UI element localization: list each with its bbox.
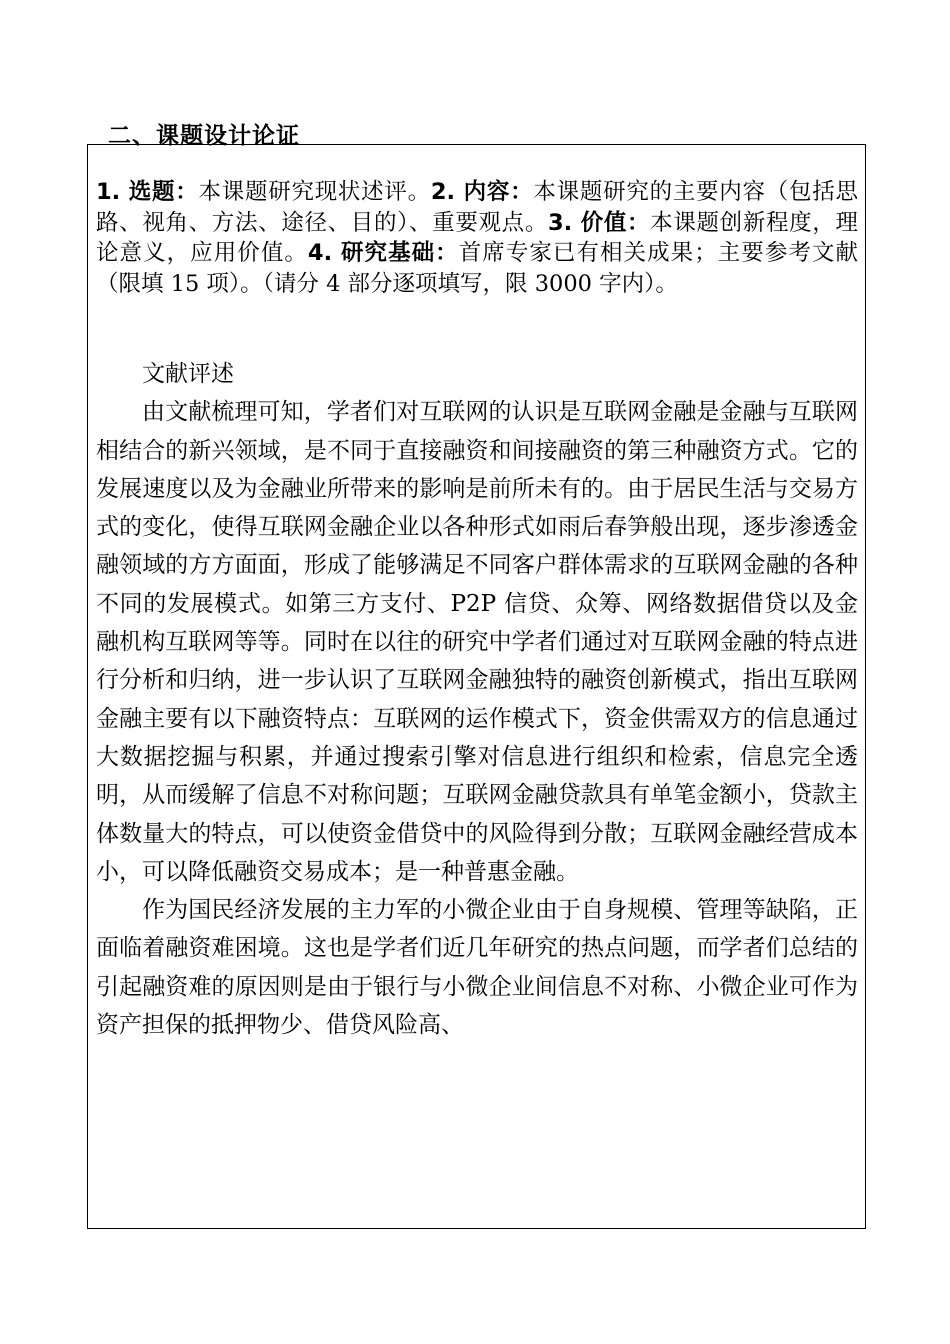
item1-label: 1. 选题：: [96, 179, 199, 205]
section-title: 二、课题设计论证: [108, 123, 300, 149]
item4-label: 4. 研究基础：: [307, 240, 459, 266]
literature-review-heading: 文献评述: [142, 361, 234, 387]
paragraph-1: 由文献梳理可知，学者们对互联网的认识是互联网金融是金融与互联网相结合的新兴领域，是不同于直接融资和间接融资的第三种融资方式。它的发展速度以及为金融业所带来的影响是前所未有的。由于居民生活与交易方式的变化，使得互联网金融企业以各种形式如雨后春笋般出现，逐步渗透金融领域的方方面面，形成了能够满足不同客户群体需求的互联网金融的各种不同的发展模式。如第三方支付、P2P 信贷、众筹、网络数据借贷以及金融机构互联网等等。同时在以往的研究中学者们通过对互联网金融的特点进行分析和归纳，进一步认识了互联网金融独特的融资创新模式，指出互联网金融主要有以下融资特点：互联网的运作模式下，资金供需双方的信息通过大数据挖掘与积累，并通过搜索引擎对信息进行组织和检索，信息完全透明，从而缓解了信息不对称问题；互联网金融贷款具有单笔金额小，贷款主体数量大的特点，可以使资金借贷中的风险得到分散；互联网金融经营成本小，可以降低融资交易成本；是一种普惠金融。: [96, 399, 858, 885]
body-text: [96, 355, 858, 1044]
item3-text: 本课题创新程度，理论意义，应用价值。: [96, 209, 858, 266]
item2-text: 本课题研究的主要内容（包括思路、视角、方法、途径、目的）、重要观点。: [96, 179, 858, 236]
item1-text: 本课题研究现状述评。: [198, 179, 431, 205]
instructions-block: [96, 177, 858, 299]
item3-label: 3. 价值：: [547, 209, 651, 236]
item2-label: 2. 内容：: [430, 179, 534, 205]
paragraph-2: 作为国民经济发展的主力军的小微企业由于自身规模、管理等缺陷，正面临着融资难困境。这也是学者们近几年研究的热点问题，而学者们总结的引起融资难的原因则是由于银行与小微企业间信息不对称、小微企业可作为资产担保的抵押物少、借贷风险高、: [96, 897, 858, 1039]
item4-text: 首席专家已有相关成果；主要参考文献（限填 15 项）。（请分 4 部分逐项填写，限 3000 字内）。: [96, 240, 858, 297]
